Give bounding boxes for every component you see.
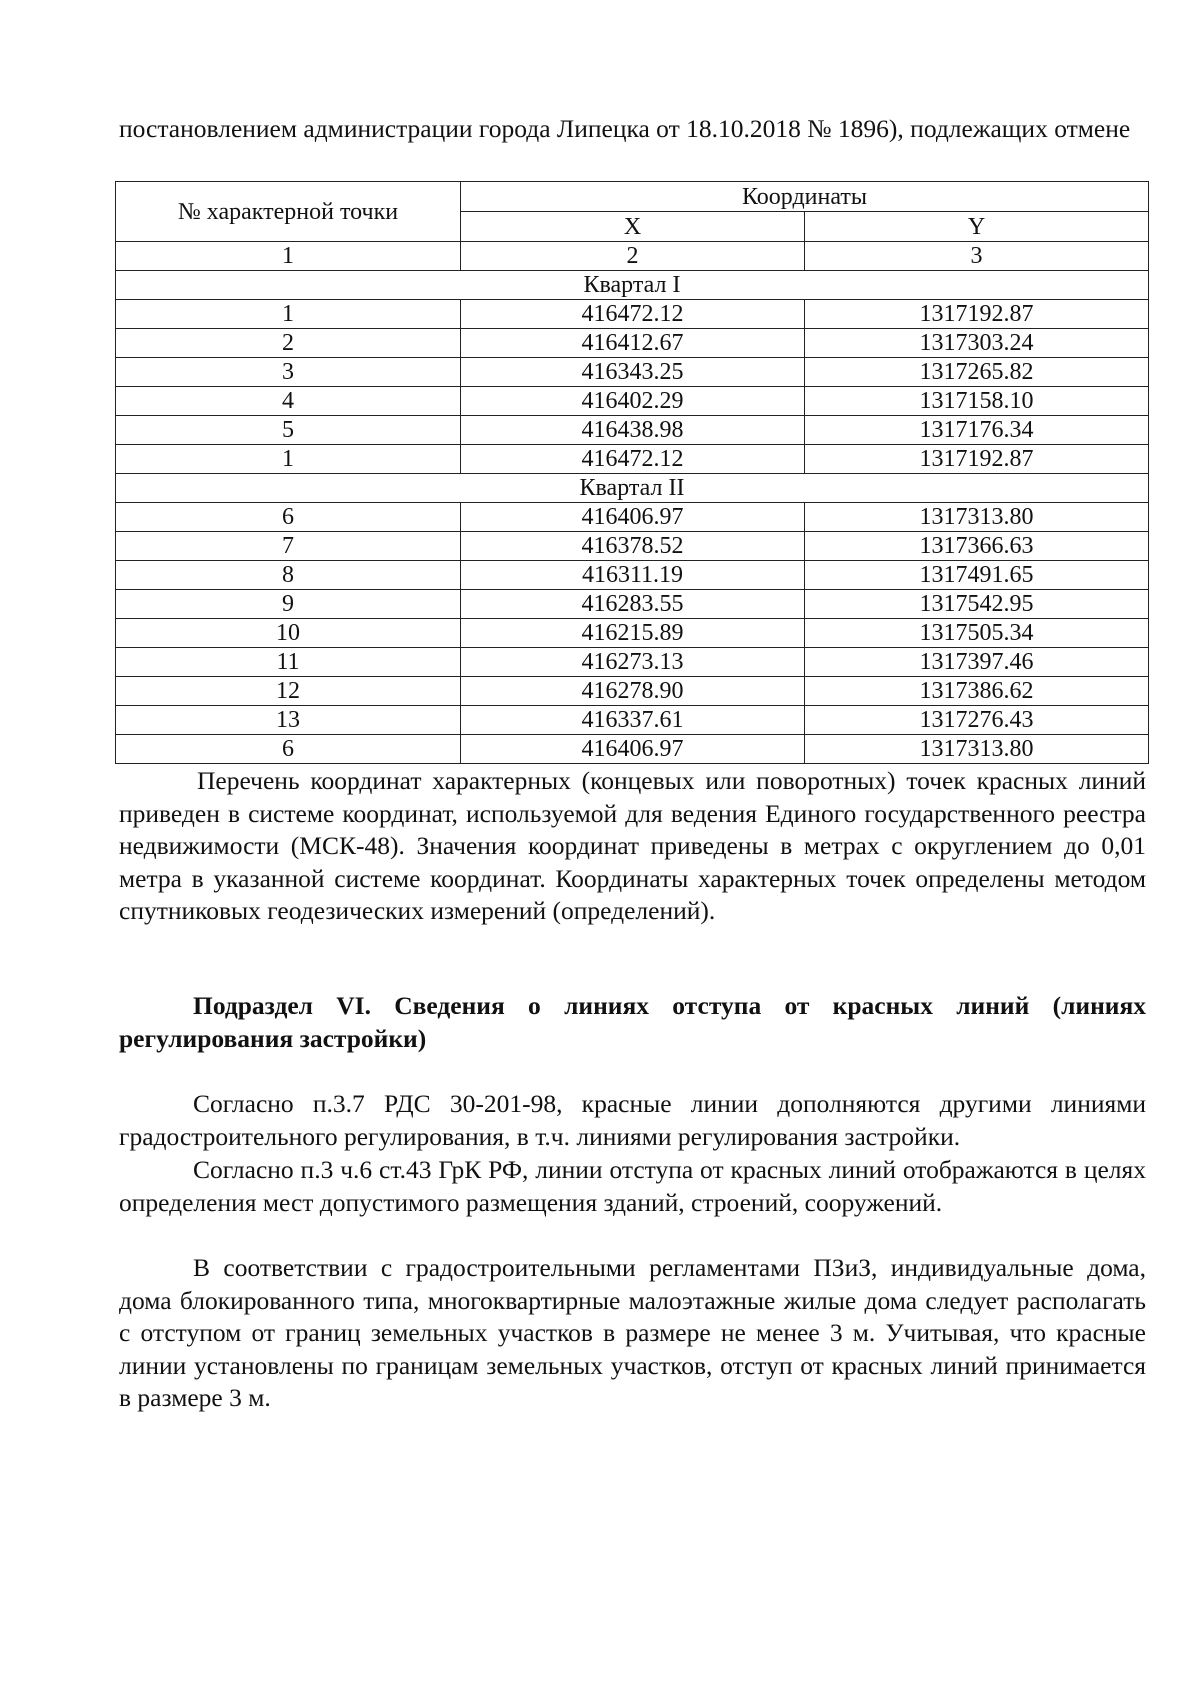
x-coordinate-cell: 416378.52 bbox=[461, 532, 805, 561]
x-coordinate-cell: 416412.67 bbox=[461, 329, 805, 358]
table-row bbox=[116, 358, 1149, 387]
point-number-cell: 10 bbox=[116, 619, 461, 648]
y-coordinate-cell: 1317158.10 bbox=[805, 387, 1149, 416]
y-coordinate-cell: 1317276.43 bbox=[805, 706, 1149, 735]
x-coordinate-cell: 416406.97 bbox=[461, 735, 805, 764]
table-header-row bbox=[116, 182, 1149, 212]
table-row bbox=[116, 677, 1149, 706]
paragraph-rds: Согласно п.3.7 РДС 30-201-98, красные линии дополняются другими линиями градостроительного регулирования, в т.ч. линиями регулирования застройки. bbox=[119, 1089, 1146, 1151]
table-row bbox=[116, 503, 1149, 532]
y-coordinate-cell: 1317542.95 bbox=[805, 590, 1149, 619]
column-number: 2 bbox=[461, 242, 805, 271]
point-number-cell: 5 bbox=[116, 416, 461, 445]
table-row bbox=[116, 590, 1149, 619]
x-coordinate-cell: 416472.12 bbox=[461, 445, 805, 474]
point-number-cell: 13 bbox=[116, 706, 461, 735]
y-coordinate-cell: 1317505.34 bbox=[805, 619, 1149, 648]
table-row bbox=[116, 329, 1149, 358]
header-x: X bbox=[461, 212, 805, 242]
coordinates-table bbox=[115, 181, 1149, 764]
point-number-cell: 9 bbox=[116, 590, 461, 619]
y-coordinate-cell: 1317313.80 bbox=[805, 503, 1149, 532]
table-row bbox=[116, 416, 1149, 445]
x-coordinate-cell: 416273.13 bbox=[461, 648, 805, 677]
point-number-cell: 1 bbox=[116, 445, 461, 474]
header-point-number: № характерной точки bbox=[116, 182, 461, 242]
table-row bbox=[116, 706, 1149, 735]
point-number-cell: 3 bbox=[116, 358, 461, 387]
x-coordinate-cell: 416406.97 bbox=[461, 503, 805, 532]
y-coordinate-cell: 1317386.62 bbox=[805, 677, 1149, 706]
table-row bbox=[116, 445, 1149, 474]
table-row bbox=[116, 300, 1149, 329]
section-title: Квартал I bbox=[116, 271, 1149, 300]
section-title: Квартал II bbox=[116, 474, 1149, 503]
point-number-cell: 1 bbox=[116, 300, 461, 329]
y-coordinate-cell: 1317192.87 bbox=[805, 300, 1149, 329]
point-number-cell: 12 bbox=[116, 677, 461, 706]
point-number-cell: 4 bbox=[116, 387, 461, 416]
y-coordinate-cell: 1317176.34 bbox=[805, 416, 1149, 445]
y-coordinate-cell: 1317303.24 bbox=[805, 329, 1149, 358]
x-coordinate-cell: 416343.25 bbox=[461, 358, 805, 387]
y-coordinate-cell: 1317491.65 bbox=[805, 561, 1149, 590]
paragraph-grk: Согласно п.3 ч.6 ст.43 ГрК РФ, линии отступа от красных линий отображаются в целях определения мест допустимого размещения зданий, строений, сооружений. bbox=[119, 1155, 1146, 1217]
point-number-cell: 8 bbox=[116, 561, 461, 590]
table-row bbox=[116, 532, 1149, 561]
table-row bbox=[116, 387, 1149, 416]
point-number-cell: 11 bbox=[116, 648, 461, 677]
x-coordinate-cell: 416438.98 bbox=[461, 416, 805, 445]
y-coordinate-cell: 1317265.82 bbox=[805, 358, 1149, 387]
x-coordinate-cell: 416283.55 bbox=[461, 590, 805, 619]
y-coordinate-cell: 1317366.63 bbox=[805, 532, 1149, 561]
section-heading: Подраздел VI. Сведения о линиях отступа от красных линий (линиях регулирования застройки) bbox=[119, 991, 1146, 1053]
point-number-cell: 7 bbox=[116, 532, 461, 561]
table-row bbox=[116, 619, 1149, 648]
y-coordinate-cell: 1317397.46 bbox=[805, 648, 1149, 677]
paragraph-regulations: В соответствии с градостроительными регламентами ПЗиЗ, индивидуальные дома, дома блокированного типа, многоквартирные малоэтажные жилые дома следует располагать с отступом от границ земельных участков в размере не менее 3 м. Учитывая, что красные линии установлены по границам земельных участков, отступ от красных линий принимается в размере 3 м. bbox=[119, 1253, 1146, 1412]
y-coordinate-cell: 1317313.80 bbox=[805, 735, 1149, 764]
point-number-cell: 6 bbox=[116, 503, 461, 532]
y-coordinate-cell: 1317192.87 bbox=[805, 445, 1149, 474]
table-row bbox=[116, 561, 1149, 590]
intro-text: постановлением администрации города Липецка от 18.10.2018 № 1896), подлежащих отмене bbox=[119, 114, 1131, 143]
column-number: 1 bbox=[116, 242, 461, 271]
header-coordinates: Координаты bbox=[461, 182, 1149, 212]
point-number-cell: 2 bbox=[116, 329, 461, 358]
header-y: Y bbox=[805, 212, 1149, 242]
x-coordinate-cell: 416472.12 bbox=[461, 300, 805, 329]
x-coordinate-cell: 416402.29 bbox=[461, 387, 805, 416]
table-row bbox=[116, 735, 1149, 764]
x-coordinate-cell: 416337.61 bbox=[461, 706, 805, 735]
column-number-row bbox=[116, 242, 1149, 271]
x-coordinate-cell: 416215.89 bbox=[461, 619, 805, 648]
section-title-row bbox=[116, 271, 1149, 300]
section-title-row bbox=[116, 474, 1149, 503]
paragraph-coordinate-system: Перечень координат характерных (концевых или поворотных) точек красных линий приведен в системе координат, используемой для ведения Единого государственного реестра недвижимости (МСК-48). Значения координат приведены в метрах с округлением до 0,01 метра в указанной системе координат. Координаты характерных точек определены методом спутниковых геодезических измерений (определений). bbox=[119, 766, 1146, 925]
point-number-cell: 6 bbox=[116, 735, 461, 764]
table-row bbox=[116, 648, 1149, 677]
x-coordinate-cell: 416278.90 bbox=[461, 677, 805, 706]
x-coordinate-cell: 416311.19 bbox=[461, 561, 805, 590]
column-number: 3 bbox=[805, 242, 1149, 271]
